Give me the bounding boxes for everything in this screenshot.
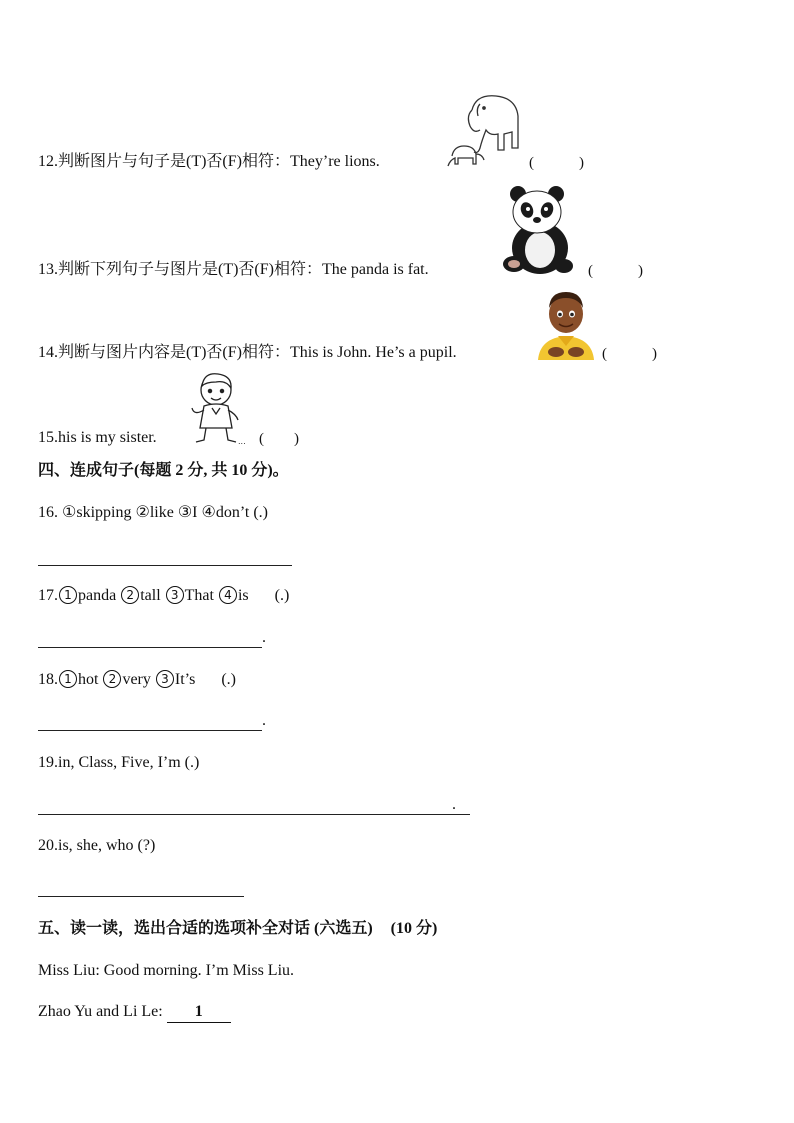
circled-number-3: 3 xyxy=(166,586,184,604)
word-1: hot xyxy=(78,671,99,688)
answer-paren-13[interactable]: ( ) xyxy=(588,263,643,279)
circled-number-2: 2 xyxy=(103,670,121,688)
mark-3: ③ xyxy=(177,504,193,521)
word-2: tall xyxy=(140,587,161,604)
word-3: It’s xyxy=(174,671,196,688)
cartoon-boy-icon xyxy=(188,368,248,446)
question-12: 12.判断图片与句子是(T)否(F)相符：They’re lions. xyxy=(38,153,380,170)
word-3: I xyxy=(192,504,198,521)
answer-paren-14[interactable]: ( ) xyxy=(602,346,657,362)
word-1: skipping xyxy=(76,504,132,521)
answer-paren-12[interactable]: ( ) xyxy=(529,155,584,171)
section-4-heading: 四、连成句子(每题 2 分, 共 10 分)。 xyxy=(38,462,289,479)
circled-number-1: 1 xyxy=(59,670,77,688)
word-2: very xyxy=(122,671,151,688)
period-mark: . xyxy=(262,712,266,729)
period-mark: . xyxy=(452,796,456,813)
question-16-number: 16. xyxy=(38,504,58,521)
mark-1: ① xyxy=(62,504,77,521)
circled-number-1: 1 xyxy=(59,586,77,604)
question-17-number: 17. xyxy=(38,587,58,604)
answer-line-17[interactable] xyxy=(38,647,262,648)
answer-line-20[interactable] xyxy=(38,896,244,897)
dialogue-line-1: Miss Liu: Good morning. I’m Miss Liu. xyxy=(38,962,295,979)
question-19: 19.in, Class, Five, I’m (.) xyxy=(38,754,200,771)
answer-line-16[interactable] xyxy=(38,565,292,566)
word-4: is xyxy=(237,587,249,604)
circled-number-3: 3 xyxy=(156,670,174,688)
elephants-icon xyxy=(446,90,522,168)
circled-number-2: 2 xyxy=(121,586,139,604)
punct-hint: (.) xyxy=(274,587,290,604)
word-1: panda xyxy=(78,587,117,604)
boy-icon xyxy=(534,288,598,360)
section-5-score: (10 分) xyxy=(390,920,438,937)
answer-paren-15[interactable]: ( ) xyxy=(259,431,299,447)
period-mark: . xyxy=(262,629,266,646)
question-15: 15.his is my sister. xyxy=(38,429,157,446)
punct-hint: (.) xyxy=(253,504,268,521)
circled-number-4: 4 xyxy=(219,586,237,604)
punct-hint: (.) xyxy=(221,671,236,688)
word-4: don’t xyxy=(215,504,250,521)
dialogue-line-2 xyxy=(38,1002,231,1023)
answer-line-19-tail xyxy=(460,814,470,815)
section-5-title: 五、读一读，选出合适的选项补全对话 (六选五) xyxy=(38,920,373,937)
question-14: 14.判断与图片内容是(T)否(F)相符：This is John. He’s a pupil. xyxy=(38,344,457,361)
section-5-heading xyxy=(38,919,437,939)
question-16 xyxy=(38,503,268,523)
mark-4: ④ xyxy=(201,504,216,521)
panda-icon xyxy=(500,182,580,276)
word-3: That xyxy=(184,587,214,604)
mark-2: ② xyxy=(135,504,150,521)
answer-line-18[interactable] xyxy=(38,730,262,731)
question-20: 20.is, she, who (?) xyxy=(38,837,156,854)
dialogue-blank-1[interactable]: 1 xyxy=(167,1002,231,1023)
question-18-number: 18. xyxy=(38,671,58,688)
question-18 xyxy=(38,670,236,690)
speaker-label: Zhao Yu and Li Le: xyxy=(38,1003,167,1020)
answer-line-19[interactable] xyxy=(38,814,469,815)
question-17 xyxy=(38,586,289,606)
svg-text:...: ... xyxy=(238,437,246,446)
question-13: 13.判断下列句子与图片是(T)否(F)相符：The panda is fat. xyxy=(38,261,429,278)
word-2: like xyxy=(149,504,174,521)
